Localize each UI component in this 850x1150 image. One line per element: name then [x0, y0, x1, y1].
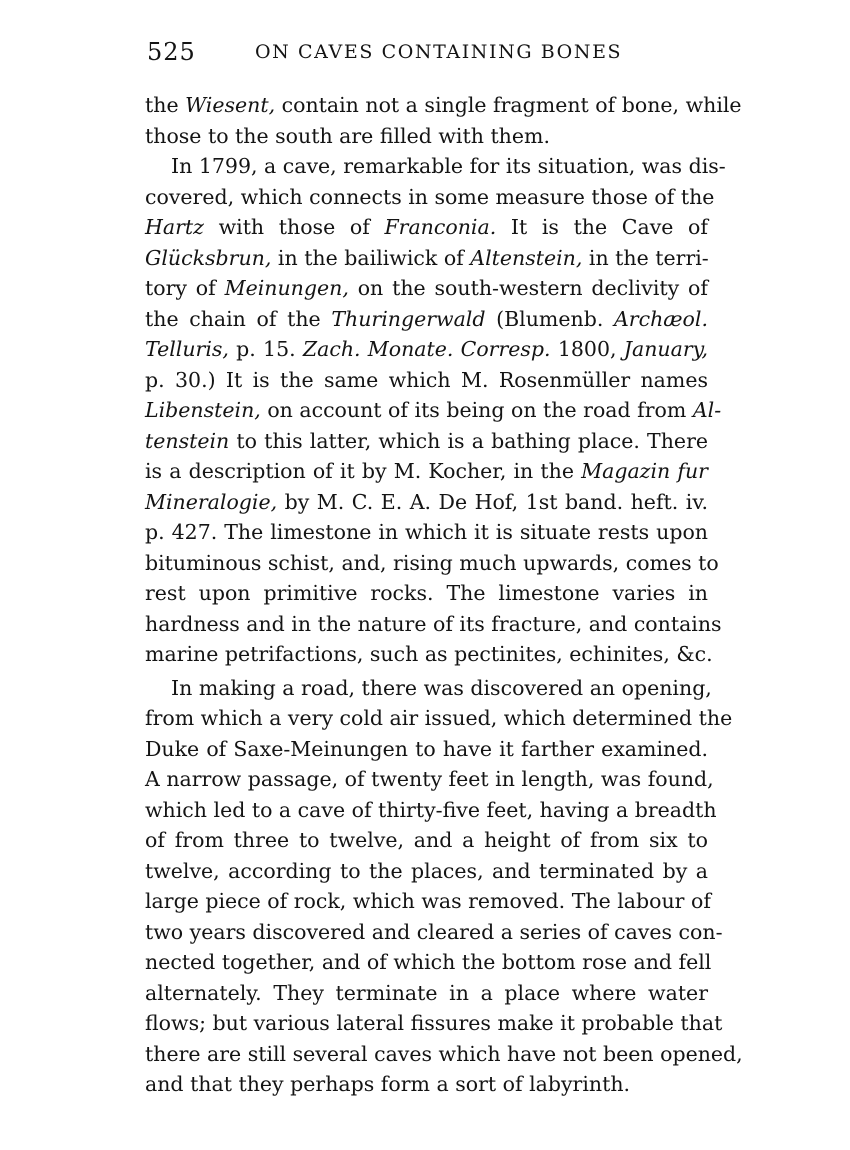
- text-run: twelve, according to the places, and terminated by a: [145, 858, 708, 883]
- italic-text: Al-: [692, 398, 722, 422]
- text-run: flows; but various lateral fissures make it probable that: [145, 1011, 723, 1035]
- text-line: [145, 578, 708, 609]
- text-line: [145, 151, 726, 182]
- text-line: [145, 212, 708, 243]
- text-run: the: [145, 93, 186, 117]
- text-line: [145, 764, 714, 795]
- text-run: the chain of the: [145, 306, 332, 331]
- text-run: is a description of it by M. Kocher, in the: [145, 459, 582, 483]
- text-run: 1800,: [550, 337, 624, 361]
- text-run: p. 15.: [228, 337, 303, 361]
- text-run: there are still several caves which have not been opened,: [145, 1041, 743, 1066]
- text-line: [145, 825, 708, 856]
- text-line: [145, 395, 722, 426]
- italic-text: Archæol.: [614, 306, 708, 331]
- page-number: 525: [147, 38, 196, 66]
- text-run: to this latter, which is a bathing place. There: [229, 428, 708, 453]
- running-title: ON CAVES CONTAINING BONES: [255, 41, 623, 63]
- text-line: [145, 1039, 743, 1070]
- text-run: contain not a single fragment of bone, while: [275, 93, 742, 117]
- text-line: [145, 456, 708, 487]
- text-run: which led to a cave of thirty-five feet, having a breadth: [145, 797, 717, 822]
- text-run: alternately. They terminate in a place where water: [145, 980, 708, 1005]
- italic-text: Zach. Monate. Corresp.: [302, 337, 551, 361]
- text-line: [145, 703, 733, 734]
- text-run: large piece of rock, which was removed. The labour of: [145, 889, 711, 913]
- text-run: from which a very cold air issued, which determined the: [145, 706, 733, 730]
- text-line: [145, 121, 708, 152]
- italic-text: Wiesent,: [185, 93, 276, 117]
- text-run: bituminous schist, and, rising much upwards, comes to: [145, 550, 719, 575]
- text-run: rest upon primitive rocks. The limestone varies in: [145, 581, 708, 605]
- text-line: [145, 917, 723, 948]
- text-run: marine petrifactions, such as pectinites, echinites, &c.: [145, 642, 713, 666]
- text-line: [145, 947, 712, 978]
- text-line: [145, 1069, 708, 1100]
- text-line: [145, 548, 719, 579]
- text-run: of from three to twelve, and a height of from six to: [145, 828, 708, 852]
- italic-text: Telluris,: [145, 337, 229, 361]
- text-line: [145, 487, 708, 518]
- text-run: tory of: [145, 276, 225, 300]
- text-run: those to the south are filled with them.: [145, 123, 550, 148]
- body-text: [145, 90, 743, 1100]
- italic-text: January,: [623, 337, 708, 361]
- italic-text: Libenstein,: [145, 398, 261, 422]
- text-line: [145, 609, 722, 640]
- italic-text: Hartz: [145, 215, 204, 239]
- text-run: hardness and in the nature of its fracture, and contains: [145, 611, 722, 636]
- text-run: by M. C. E. A. De Hof, 1st band. heft. iv.: [277, 489, 708, 514]
- italic-text: Altenstein,: [470, 245, 583, 270]
- text-line: [145, 886, 711, 917]
- text-line: [145, 334, 708, 365]
- italic-text: Meinungen,: [224, 276, 349, 300]
- text-run: two years discovered and cleared a series of caves con-: [145, 919, 723, 944]
- text-run: A narrow passage, of twenty feet in length, was found,: [145, 767, 714, 791]
- text-line: [145, 639, 713, 670]
- text-run: p. 30.) It is the same which M. Rosenmüller names: [145, 367, 708, 392]
- text-run: covered, which connects in some measure those of the: [145, 184, 715, 209]
- text-run: in the bailiwick of: [271, 245, 471, 270]
- text-run: in the terri-: [582, 245, 709, 270]
- italic-text: Franconia.: [384, 215, 497, 239]
- text-run: (Blumenb.: [485, 306, 614, 331]
- running-head: [147, 38, 717, 72]
- text-line: [145, 182, 715, 213]
- italic-text: Mineralogie,: [145, 489, 278, 514]
- italic-text: tenstein: [145, 428, 230, 453]
- text-run: In making a road, there was discovered an opening,: [171, 675, 712, 700]
- text-run: on account of its being on the road from: [260, 398, 693, 422]
- text-run: Duke of Saxe-Meinungen to have it farther examined.: [145, 736, 708, 761]
- text-run: In 1799, a cave, remarkable for its situation, was dis-: [171, 154, 726, 178]
- text-line: [145, 978, 708, 1009]
- italic-text: Magazin fur: [581, 459, 708, 483]
- text-run: p. 427. The limestone in which it is situate rests upon: [145, 520, 708, 544]
- text-line: [145, 243, 708, 274]
- text-line: [145, 365, 708, 396]
- text-line: [145, 734, 708, 765]
- text-line: [145, 856, 708, 887]
- text-line: [145, 795, 717, 826]
- text-run: It is the Cave of: [496, 215, 708, 239]
- text-line: [145, 304, 708, 335]
- text-run: nected together, and of which the bottom rose and fell: [145, 950, 712, 974]
- text-run: on the south-western declivity of: [348, 276, 708, 300]
- text-run: and that they perhaps form a sort of labyrinth.: [145, 1072, 631, 1096]
- text-line: [145, 517, 708, 548]
- text-line: [145, 1008, 723, 1039]
- text-line: [145, 273, 708, 304]
- text-line: [145, 673, 712, 704]
- italic-text: Thuringerwald: [331, 306, 486, 331]
- text-line: [145, 90, 742, 121]
- text-run: with those of: [203, 215, 385, 239]
- text-line: [145, 426, 708, 457]
- italic-text: Glücksbrun,: [145, 245, 272, 270]
